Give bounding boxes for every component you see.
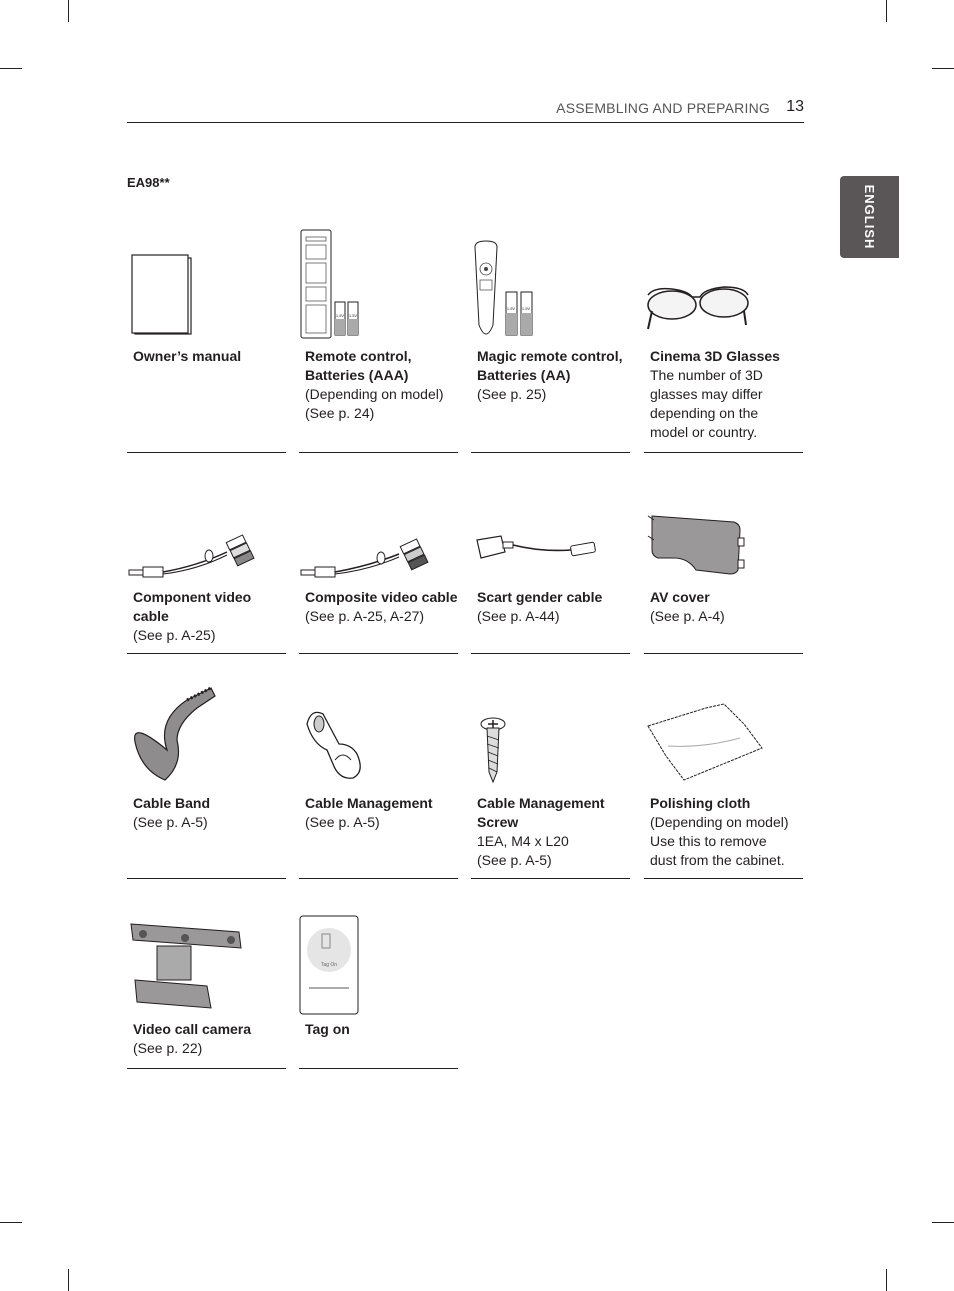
item-detail: model or country. — [650, 424, 758, 440]
item-name: Scart gender cable — [477, 589, 603, 605]
item-detail: (Depending on model) — [650, 814, 789, 830]
glasses-illustration — [644, 225, 803, 345]
item-owners-manual — [127, 225, 286, 453]
item-composite-cable — [299, 500, 458, 654]
item-name: AV cover — [650, 589, 710, 605]
item-name: Composite video cable — [305, 589, 458, 605]
battery-label: 1.5V — [521, 306, 531, 311]
screw-illustration — [471, 680, 630, 790]
item-detail: The number of 3D — [650, 367, 763, 383]
item-cable-management-screw — [471, 680, 630, 879]
item-magic-remote — [471, 225, 630, 453]
component-cable-illustration — [127, 500, 286, 586]
tag-on-label: Tag On — [320, 962, 338, 968]
page-header — [127, 100, 804, 123]
crop-mark — [932, 1222, 954, 1223]
item-name: Cable Band — [133, 795, 211, 811]
language-tab-label: ENGLISH — [862, 184, 877, 250]
item-component-cable — [127, 500, 286, 654]
item-3d-glasses — [644, 225, 803, 453]
crop-mark — [68, 1269, 69, 1291]
item-name: Cable Management — [305, 795, 433, 811]
item-video-call-camera — [127, 910, 286, 1069]
item-name: Polishing cloth — [650, 795, 751, 811]
item-name: Video call camera — [133, 1021, 252, 1037]
tag-on-illustration — [299, 910, 458, 1020]
item-scart-cable — [471, 500, 630, 654]
crop-mark — [932, 68, 954, 69]
item-detail: 1EA, M4 x L20 — [477, 833, 569, 849]
battery-label: 1.5V — [506, 306, 516, 311]
item-name: Cinema 3D Glasses — [650, 348, 780, 364]
item-detail: depending on the — [650, 405, 759, 421]
section-title: ASSEMBLING AND PREPARING — [556, 100, 770, 116]
crop-mark — [886, 1269, 887, 1291]
item-name: Cable Management Screw — [477, 795, 605, 830]
item-name: Remote control, Batteries (AAA) — [305, 348, 412, 383]
item-detail: (See p. A-5) — [477, 852, 552, 868]
item-remote-control — [299, 225, 458, 453]
cable-band-illustration — [127, 680, 286, 790]
item-detail: (See p. 24) — [305, 405, 375, 421]
crop-mark — [68, 0, 69, 22]
item-detail: (See p. 22) — [133, 1040, 203, 1056]
language-tab — [840, 176, 899, 258]
magic-remote-illustration — [471, 225, 630, 345]
item-cable-band — [127, 680, 286, 879]
item-av-cover — [644, 500, 803, 654]
item-name: Owner’s manual — [133, 348, 242, 364]
manual-illustration — [127, 225, 286, 345]
composite-cable-illustration — [299, 500, 458, 586]
crop-mark — [0, 68, 22, 69]
item-detail: dust from the cabinet. — [650, 852, 785, 868]
cable-management-illustration — [299, 680, 458, 790]
battery-label: 1.5V — [335, 313, 345, 318]
item-detail: Use this to remove — [650, 833, 767, 849]
item-detail: (See p. A-25) — [133, 627, 216, 643]
item-name: Component video cable — [133, 589, 252, 624]
av-cover-illustration — [644, 500, 803, 586]
item-detail: (See p. A-5) — [305, 814, 380, 830]
item-detail: (Depending on model) — [305, 386, 444, 402]
item-detail: (See p. 25) — [477, 386, 547, 402]
item-detail: (See p. A-25, A-27) — [305, 608, 425, 624]
item-polishing-cloth — [644, 680, 803, 879]
item-name: Tag on — [305, 1021, 350, 1037]
page-number: 13 — [786, 98, 804, 115]
crop-mark — [886, 0, 887, 22]
item-name: Magic remote control, Batteries (AA) — [477, 348, 623, 383]
battery-label: 1.5V — [348, 313, 358, 318]
item-cable-management — [299, 680, 458, 879]
item-detail: (See p. A-44) — [477, 608, 560, 624]
camera-illustration — [127, 910, 286, 1020]
cloth-illustration — [644, 680, 803, 790]
item-detail: (See p. A-5) — [133, 814, 208, 830]
remote-illustration — [299, 225, 458, 345]
item-detail: glasses may differ — [650, 386, 763, 402]
scart-cable-illustration — [471, 500, 630, 586]
model-number: EA98** — [127, 175, 170, 190]
crop-mark — [0, 1222, 22, 1223]
item-tag-on — [299, 910, 458, 1069]
item-detail: (See p. A-4) — [650, 608, 725, 624]
